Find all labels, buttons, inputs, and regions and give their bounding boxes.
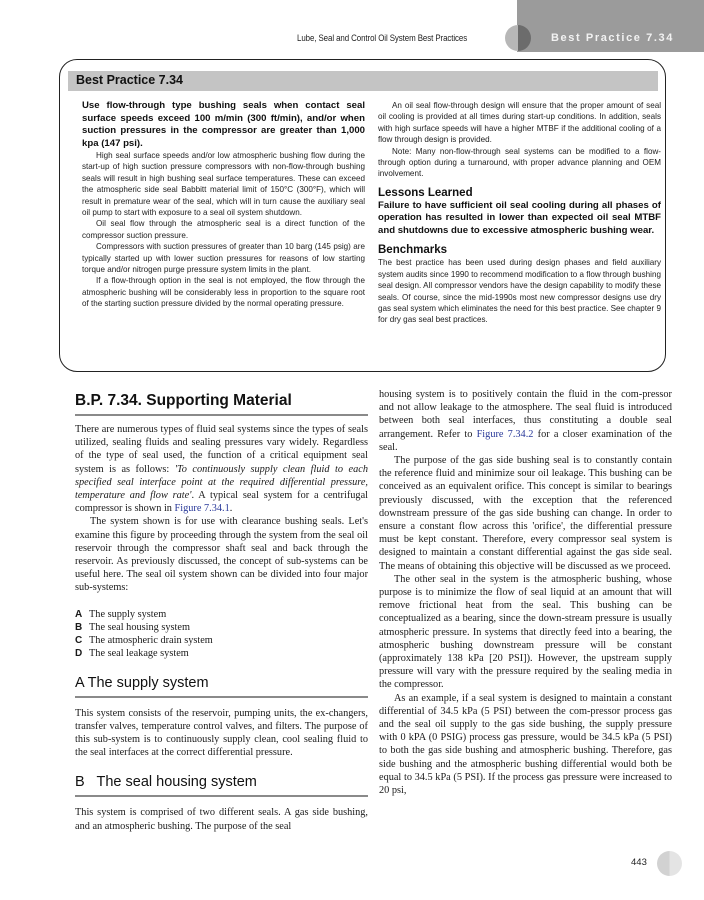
box-paragraph: High seal surface speeds and/or low atmospheric bushing flow during the start-up of high suction pressure compressors with non-flow-through bushing seals will result in high bushing seal surface temperatures. These can exceed the atmospheric side seal Babbitt material limit of 150°C (300°F), which will result in premature wear of the seal, which will in turn cause the auxiliary seal oil pump to start with exposure to a seal oil system shutdown. — [82, 151, 365, 218]
body-left-column — [75, 391, 368, 833]
intro-text-cont: . A typical seal system for a centrifugal compressor is shown in — [75, 490, 368, 515]
paragraph — [379, 388, 672, 454]
subsystem-list — [75, 608, 368, 660]
list-item — [75, 608, 368, 621]
page-number: 443 — [631, 857, 647, 868]
figure-link-7-34-2[interactable]: Figure 7.34.2 — [476, 428, 534, 440]
section-a-title: A The supply system — [75, 674, 368, 698]
paragraph: The system shown is for use with clearance bushing seals. Let's examine this figure by proceeding through the system from the seal oil reservoir through the compressor shaft seal and back through the reservoir. As previously discussed, the concept of sub-systems can be useful here. The seal oil system shown can be divided into four major sub-systems: — [75, 516, 368, 594]
list-item — [75, 634, 368, 647]
box-paragraph: If a flow-through option in the seal is not employed, the flow through the atmospheric bushing will be considerably less in proportion to the square root of the starting suction pressure divided by the normal operating pressure. — [82, 276, 365, 309]
box-paragraph: An oil seal flow-through design will ensure that the proper amount of seal oil cooling is provided at all times during start-up conditions. In addition, seals with high surface speeds will have a higher MTBF if the additional cooling of a flow through design is provided. — [378, 101, 661, 145]
lessons-learned-heading: Lessons Learned — [378, 186, 473, 199]
intro-quote: 'To continuously supply clean fluid to each specified seal interface point at the required differential pressure, temperature and flow rate' — [75, 463, 368, 502]
list-letter: D — [75, 647, 83, 659]
paragraph: As an example, if a seal system is designed to maintain a constant differential of 34.5 kPa (5 PSI) between the com-pressor process gas and the seal oil supply to the gas side bushing, the supply pressure with 0 kPA (0 PSIG) process gas pressure, would be 34.5 kPa (5 PSI) to both the gas side bushing and atmospheric bushing. Therefore, gas side bushing and the atmospheric bushing differential would both be equal to 34.5 kPa (5 PSI). If the process gas pressure were increased to 20 psi, — [379, 692, 672, 797]
section-b-text: This system is comprised of two different seals. A gas side bushing, and an atmospheric bushing. The purpose of the seal — [75, 807, 368, 832]
list-item — [75, 647, 368, 660]
paragraph-text: housing system is to positively contain the fluid in the com-pressor and not allow leakage to the atmosphere. The seal fluid is introduced between both seal interfaces, thus constituting a double seal arrangement. Refer to — [379, 389, 672, 440]
header-band — [517, 0, 704, 52]
header-disc-ornament — [505, 25, 531, 51]
box-paragraph: Oil seal flow through the atmospheric seal is a direct function of the compressor suction pressure. — [82, 219, 365, 240]
benchmarks-heading: Benchmarks — [378, 244, 448, 257]
figure-link-7-34-1[interactable]: Figure 7.34.1 — [174, 503, 230, 515]
best-practice-box — [59, 59, 666, 372]
benchmarks-text: The best practice has been used during design phases and field auxiliary system audits since 1990 to recommend modification to a flow through bushing seal design. All compressor vendors have the design capability to modify these seals. Of course, since the mid-1990s most new compressor designs use dry gas seal system which eliminates the need for this best practice. See chapter 9 for dry gas seal best practices. — [378, 258, 661, 325]
list-letter: C — [75, 634, 83, 646]
running-title: Lube, Seal and Control Oil System Best Practices — [297, 33, 468, 43]
list-label: The atmospheric drain system — [89, 634, 213, 646]
lessons-learned-text: Failure to have sufficient oil seal cooling during all phases of operation has resulted in lower than expected oil seal MTBF and shutdowns due to excessive atmospheric bushing wear. — [378, 199, 661, 236]
paragraph-text-end: for a closer examination of the seal. — [379, 428, 672, 453]
list-letter: A — [75, 608, 83, 620]
list-label: The seal housing system — [89, 621, 190, 633]
box-right-column — [378, 100, 661, 326]
box-paragraph: Compressors with suction pressures of greater than 10 barg (145 psig) are typically started up with lower suction pressures for reasons of low starting torque and/or nitrogen purge pressure system limits in the plant. — [82, 242, 365, 275]
section-b-title: B The seal housing system — [75, 773, 368, 797]
list-item — [75, 621, 368, 634]
box-title: Best Practice 7.34 — [76, 73, 184, 87]
list-letter: B — [75, 621, 83, 633]
list-label: The seal leakage system — [89, 647, 189, 659]
paragraph: The purpose of the gas side bushing seal is to constantly contain the reference fluid and minimize sour oil leakage. This bushing can be conceived as an equivalent orifice. This concept is similar to bearings previously discussed, with the exception that the referenced downstream pressure of the gas side bushing can change. In order to ensure a constant flow across this 'orifice', the differential pressure must be kept constant. Therefore, every compressor seal system is designed to maintain a constant differential against the gas side seal. The means of obtaining this objective will be discussed as we proceed. — [379, 455, 672, 572]
section-a-text: This system consists of the reservoir, pumping units, the ex-changers, transfer valves, temperature control valves, and filters. The purpose of this sub-system is to continuously supply clean, cool sealing fluid to the seal interfaces at the correct differential pressure. — [75, 707, 368, 759]
box-paragraph: Note: Many non-flow-through seal systems can be modified to a flow-through option during a turnaround, with proper advance planning and OEM involvement. — [378, 146, 661, 179]
box-left-column — [82, 100, 365, 310]
list-label: The supply system — [89, 608, 167, 620]
body-right-column — [379, 388, 672, 797]
paragraph: The other seal in the system is the atmospheric bushing, whose purpose is to minimize the flow of seal liquid at an amount that will remove frictional heat from the seal. This bushing can be conceptualized as a bearing, since the down-stream pressure is usually atmospheric pressure. In systems that directly feed into a bearing, the atmospheric bushing downstream pressure will be constant (approximately 138 kPa [20 PSI]). However, the upstream supply pressure will vary with the pressure required by the sealing media in the compressor. — [379, 573, 672, 691]
supporting-material-title: B.P. 7.34. Supporting Material — [75, 391, 368, 416]
section-tab-label: Best Practice 7.34 — [551, 32, 674, 44]
footer-disc-ornament — [657, 851, 682, 876]
intro-paragraph — [75, 423, 368, 515]
box-lead-statement: Use flow-through type bushing seals when contact seal surface speeds exceed 100 m/min (300 ft/min), and/or when suction pressures in the compressor are greater than 1,000 kpa (147 psi). — [82, 100, 365, 149]
intro-end: . — [229, 503, 233, 515]
intro-text: There are numerous types of fluid seal systems since the types of seals utilized, sealing fluids and sealing pressures vary widely. Regardless of the type of seal used, the function of a critical equipment seal system is as follows: — [75, 424, 368, 475]
